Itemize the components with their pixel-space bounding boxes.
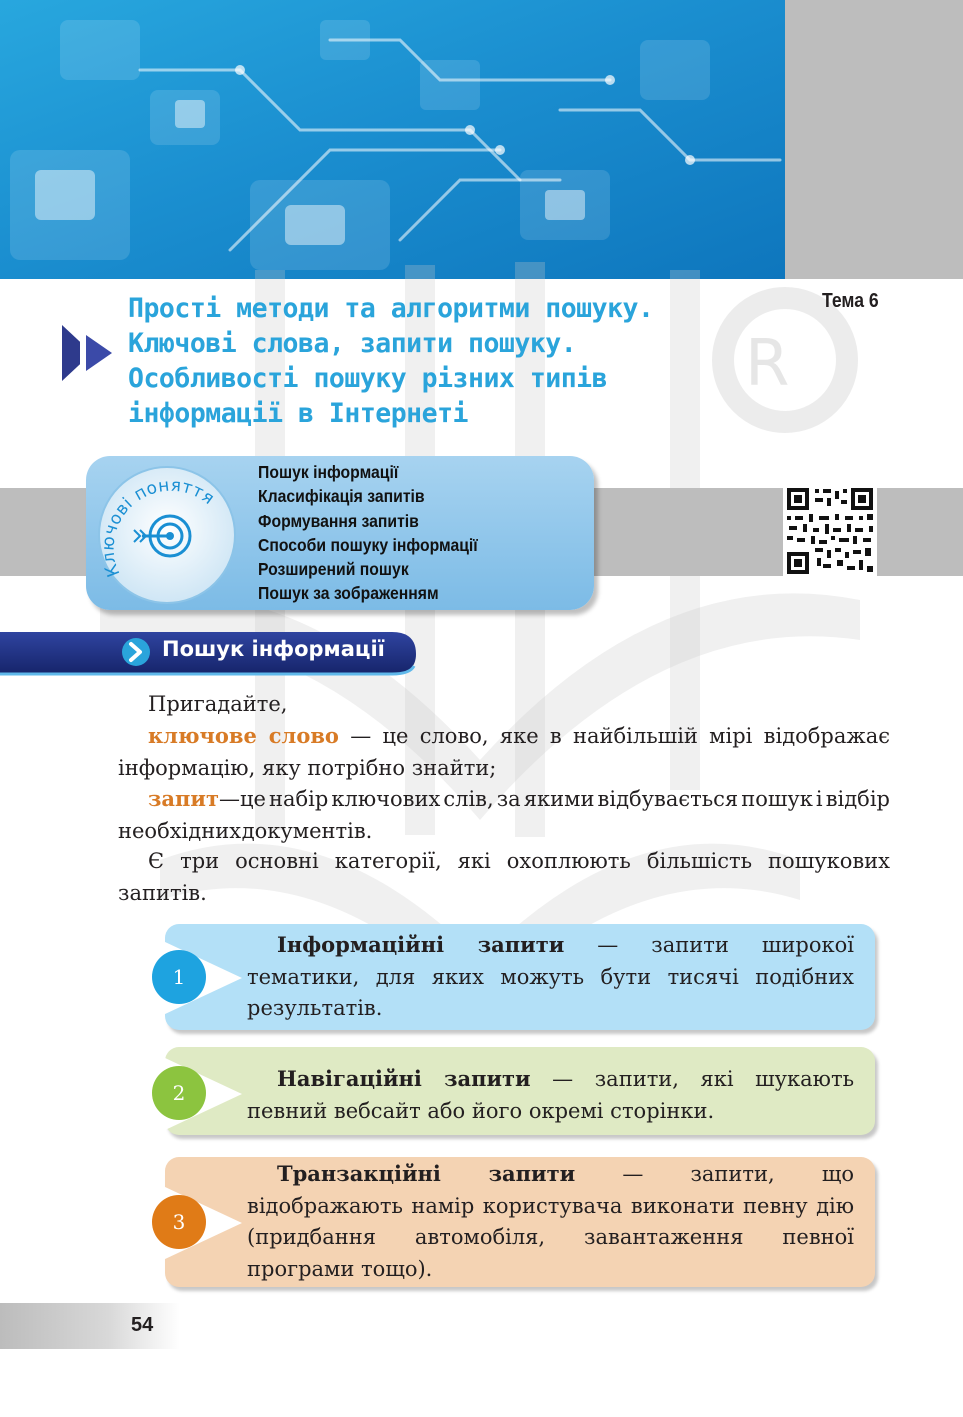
topic-label: Тема 6 xyxy=(822,290,879,312)
header-grey-band xyxy=(785,0,963,279)
concepts-grey-strip xyxy=(0,488,92,576)
keyword-definition xyxy=(118,720,890,784)
concept-item: Класифікація запитів xyxy=(258,486,425,507)
query-definition xyxy=(118,783,890,847)
categories-intro xyxy=(118,846,890,909)
query-term: запит xyxy=(148,786,219,811)
keyword-term: ключове слово xyxy=(148,723,339,748)
category-text xyxy=(247,929,854,1025)
concepts-grey-strip xyxy=(590,488,963,576)
qr-code-icon[interactable] xyxy=(783,486,877,576)
keyword-definition-text: — це слово, яке в найбільшій мірі відображає інформацію, яку потрібно знайти; xyxy=(118,724,890,780)
key-concepts-list xyxy=(258,460,502,606)
category-description: — запити, які шукають певний вебсайт або його окремі сторінки. xyxy=(247,1067,855,1123)
title-line: Ключові слова, запити пошуку. xyxy=(128,328,577,359)
recall-text: Пригадайте, xyxy=(148,692,288,716)
categories-intro-text: Є три основні категорії, які охоплюють більшість пошукових запитів. xyxy=(118,849,890,905)
page-number: 54 xyxy=(131,1314,154,1336)
concept-item: Пошук за зображенням xyxy=(258,583,439,604)
category-term: Транзакційні запити xyxy=(277,1161,576,1186)
category-number: 3 xyxy=(152,1195,206,1249)
category-description: — запити, що відображають намір користувача виконати певну дію (придбання автомобіля, завантаження певної програми тощо). xyxy=(247,1162,854,1281)
concept-item: Пошук інформації xyxy=(258,462,399,482)
category-text xyxy=(247,1158,854,1285)
category-term: Навігаційні запити xyxy=(277,1066,531,1091)
title-chevron-icon xyxy=(62,325,120,381)
category-number: 1 xyxy=(152,950,206,1004)
title-line: Прості методи та алгоритми пошуку. xyxy=(128,293,654,324)
badge-label: Ключові поняття xyxy=(98,475,219,580)
concept-item: Формування запитів xyxy=(258,510,419,531)
section-chevron-icon xyxy=(122,638,150,666)
category-text xyxy=(247,1063,854,1127)
concept-item: Розширений пошук xyxy=(258,559,409,580)
title-line: Особливості пошуку різних типів xyxy=(128,363,608,394)
concept-item: Способи пошуку інформації xyxy=(258,534,478,555)
recall-paragraph xyxy=(118,689,890,721)
query-definition-text: —це набір ключових слів, за якими відбувається пошук і відбір необхідних документів. xyxy=(118,787,890,843)
page-title xyxy=(128,291,748,431)
header-banner-image xyxy=(0,0,785,279)
title-line: інформації в Інтернеті xyxy=(128,398,468,429)
category-term: Інформаційні запити xyxy=(277,932,565,957)
category-number: 2 xyxy=(152,1066,206,1120)
svg-text:R: R xyxy=(745,327,790,401)
category-description: — запити широкої тематики, для яких можуть бути тисячі подібних результатів. xyxy=(247,933,854,1020)
key-concepts-badge xyxy=(96,464,238,606)
section-title: Пошук інформації xyxy=(162,637,385,661)
